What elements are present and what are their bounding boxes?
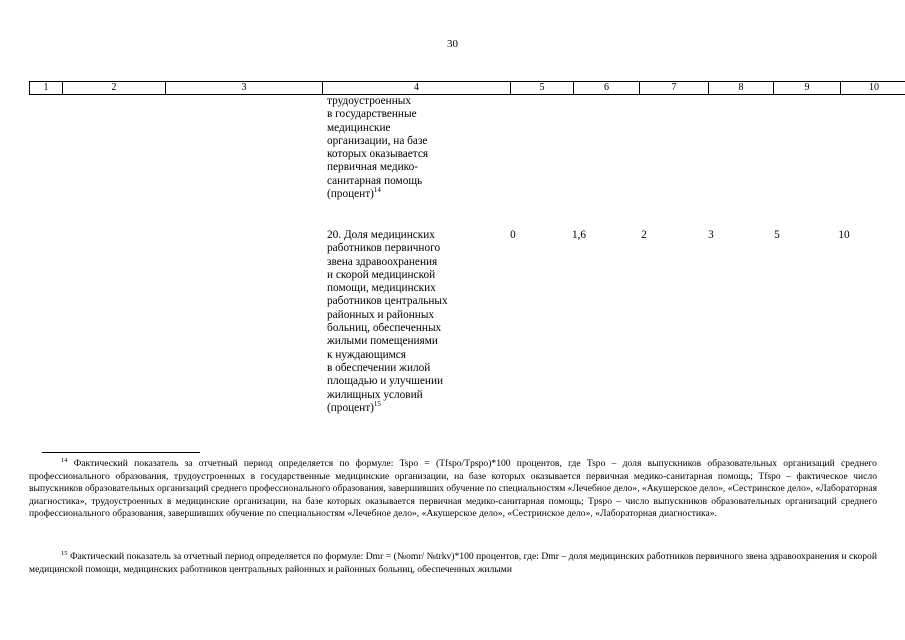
col-header-1: 1 <box>30 82 63 95</box>
indicator-text-line: трудоустроенных <box>327 95 411 107</box>
indicator-text-line: в обеспечении жилой <box>327 361 431 374</box>
col-header-7: 7 <box>640 82 709 95</box>
indicator-text-line: организации, на базе <box>327 134 428 147</box>
col-header-2: 2 <box>63 82 166 95</box>
indicator-text-line: жилыми помещениями <box>327 335 438 348</box>
indicator-text-line: которых оказывается <box>327 148 429 161</box>
indicator-text-line <box>327 402 477 415</box>
footnote-ref-14[interactable]: 14 <box>373 186 381 195</box>
value-col-6: 1,6 <box>571 229 587 241</box>
indicator-text-line: работников первичного <box>327 242 441 255</box>
col-header-4: 4 <box>323 82 511 95</box>
indicator-text-line <box>327 188 477 201</box>
indicator-unit: (процент) <box>327 401 374 414</box>
indicator-text-line: медицинские <box>327 121 391 134</box>
indicator-text-line: помощи, медицинских <box>327 282 436 295</box>
col-header-9: 9 <box>774 82 841 95</box>
indicator-continuation <box>327 95 477 201</box>
page-number: 30 <box>447 38 458 50</box>
value-col-8: 3 <box>708 229 714 241</box>
col-header-5: 5 <box>511 82 574 95</box>
indicator-text-line: жилищных условий <box>327 388 423 401</box>
indicator-text-line: звена здравоохранения <box>327 255 438 268</box>
indicator-text-line: больниц, обеспеченных <box>327 322 442 335</box>
indicator-text-line: в государственные <box>327 108 417 121</box>
footnote-ref-15[interactable]: 15 <box>373 400 381 409</box>
col-header-10: 10 <box>841 82 905 95</box>
col-header-8: 8 <box>709 82 774 95</box>
indicator-20 <box>327 229 477 415</box>
indicator-text-line: 20. Доля медицинских <box>327 229 435 241</box>
footnote-marker: 14 <box>61 456 68 464</box>
footnote-text: Фактический показатель за отчетный период определяется по формуле: Tspo = (Tfspo/Tpspo)*100 процентов, где Tspo – доля выпускников образовательных организаций среднего профессионального образования, трудоустроенных в государственные медицинские организации, на базе которых оказывается первичная медико-санитарная помощь; Tfspo – фактическое число выпускников образовательных организаций среднего профессионального образования, завершивших обучение по специальностям «Лечебное дело», «Акушерское дело», «Сестринское дело», «Лабораторная диагностика», трудоустроенных в медицинские организации, на базе которых оказывается первичная медико-санитарная помощь; Tpspo – число выпускников образовательных организаций среднего профессионального образования, завершивших обучение по специальностям «Лечебное дело», «Акушерское дело», «Сестринское дело», «Лабораторная диагностика». <box>29 458 877 520</box>
indicator-text-line: площадью и улучшении <box>327 375 444 388</box>
value-col-5: 0 <box>510 229 516 241</box>
column-number-header <box>29 81 905 95</box>
col-header-6: 6 <box>574 82 640 95</box>
footnote-14 <box>29 458 877 521</box>
indicator-text-line: санитарная помощь <box>327 174 423 187</box>
indicator-text-line: районных и районных <box>327 308 435 321</box>
footnote-15 <box>29 551 877 576</box>
value-col-10: 10 <box>838 229 850 241</box>
footnote-marker: 15 <box>61 549 68 557</box>
value-col-9: 5 <box>774 229 780 241</box>
indicator-unit: (процент) <box>327 188 374 201</box>
indicator-text-line: работников центральных <box>327 295 448 308</box>
indicator-text-line: первичная медико- <box>327 161 418 174</box>
indicator-text-line: к нуждающимся <box>327 348 406 361</box>
value-col-7: 2 <box>641 229 647 241</box>
footnote-separator <box>42 452 200 453</box>
indicator-text-line: и скорой медицинской <box>327 268 436 281</box>
col-header-3: 3 <box>166 82 323 95</box>
footnote-text: Фактический показатель за отчетный период определяется по формуле: Dmr = (№omr/ №trkv)*100 процентов, где: Dmr – доля медицинских работников первичного звена здравоохранения и скорой медицинской помощи, медицинских работников центральных районных и районных больниц, обеспеченных жилыми <box>29 551 877 575</box>
